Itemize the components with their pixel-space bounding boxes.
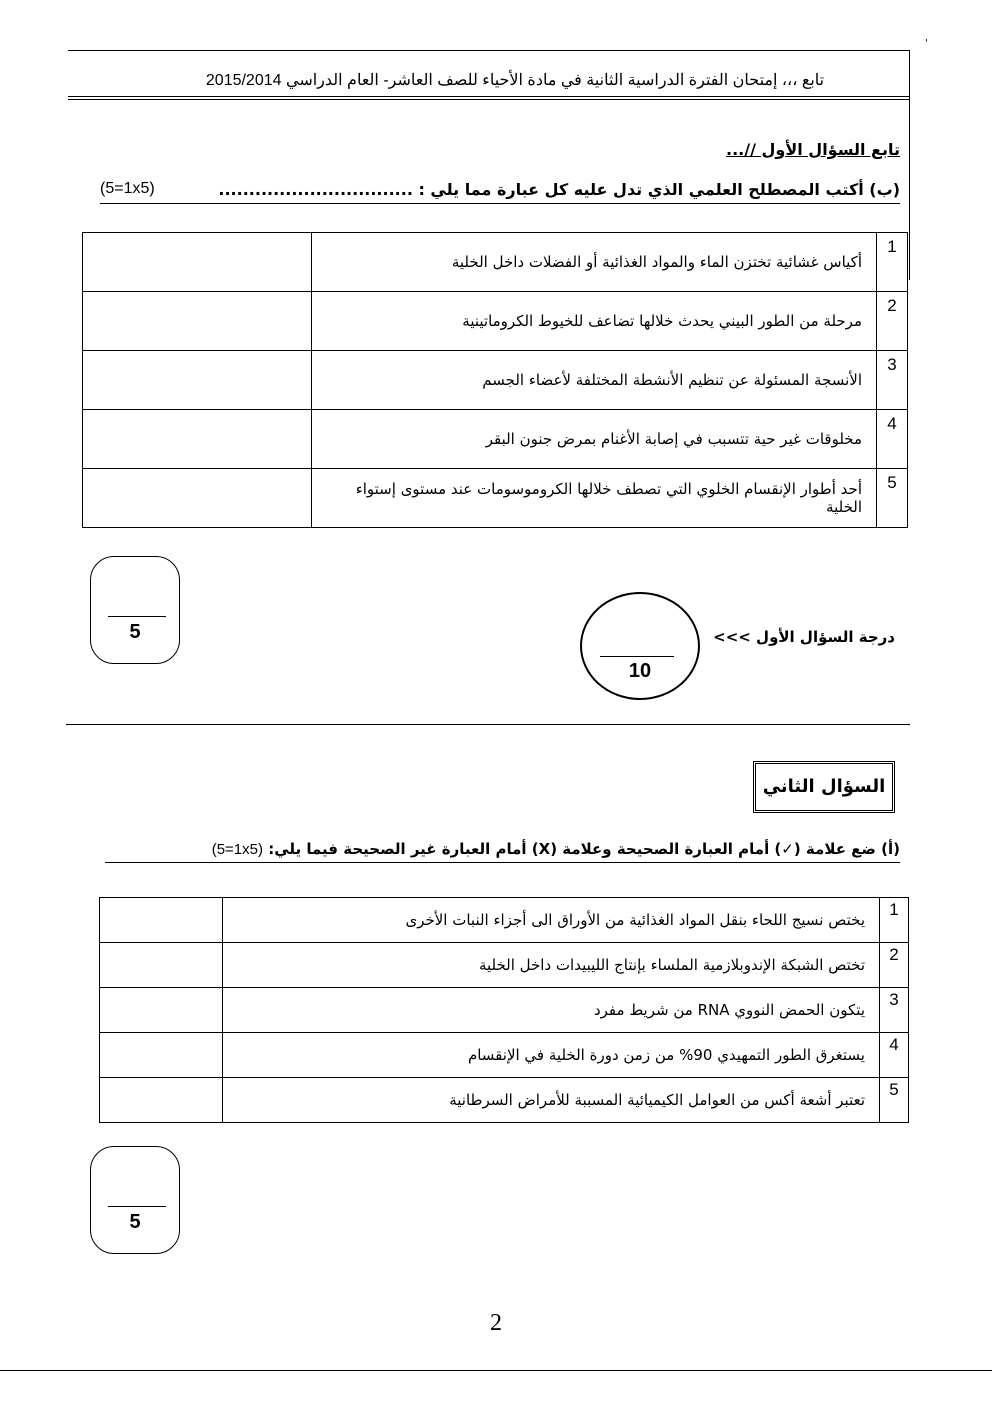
row-statement: يتكون الحمض النووي RNA من شريط مفرد [223, 988, 880, 1033]
marks-label: (5=1x5) [211, 841, 263, 858]
score-fraction-line [108, 1206, 166, 1207]
score-max: 5 [129, 1211, 141, 1233]
answer-cell[interactable] [83, 292, 312, 351]
row-statement: يستغرق الطور التمهيدي 90% من زمن دورة الخلية في الإنقسام [223, 1033, 880, 1078]
answer-cell[interactable] [83, 469, 312, 528]
question2-part-a-instruction [105, 840, 900, 863]
row-number: 1 [877, 233, 908, 292]
answer-cell[interactable] [83, 351, 312, 410]
table-row [83, 469, 908, 528]
instruction-text: (أ) ضع علامة (✓) أمام العبارة الصحيحة وعلامة (X) أمام العبارة غير الصحيحة فيما يلي: [268, 840, 900, 858]
score-max: 10 [628, 660, 652, 682]
instruction-text: (ب) أكتب المصطلح العلمي الذي تدل عليه كل عبارة مما يلي : ................................ [218, 180, 900, 199]
score-fraction-line [108, 616, 166, 617]
table-row [100, 988, 909, 1033]
table-row [83, 292, 908, 351]
row-statement: تختص الشبكة الإندوبلازمية الملساء بإنتاج الليبيدات داخل الخلية [223, 943, 880, 988]
score-fraction-line [600, 656, 674, 657]
score-max: 5 [129, 621, 141, 643]
row-statement: تعتبر أشعة أكس من العوامل الكيميائية المسببة للأمراض السرطانية [223, 1078, 880, 1123]
part-a-score-box [90, 1146, 180, 1254]
page-frame-right [909, 50, 910, 280]
table-row [100, 898, 909, 943]
answer-cell[interactable] [83, 410, 312, 469]
row-number: 1 [880, 898, 909, 943]
row-statement: مخلوقات غير حية تتسبب في إصابة الأغنام بمرض جنون البقر [312, 410, 877, 469]
question1-terms-table [82, 232, 908, 528]
page-frame-top [68, 50, 910, 51]
row-number: 3 [877, 351, 908, 410]
row-statement: أكياس غشائية تختزن الماء والمواد الغذائية أو الفضلات داخل الخلية [312, 233, 877, 292]
row-statement: يختص نسيج اللحاء بنقل المواد الغذائية من الأوراق الى أجزاء النبات الأخرى [223, 898, 880, 943]
header-double-rule [68, 96, 910, 100]
bottom-rule [0, 1370, 992, 1371]
row-number: 3 [880, 988, 909, 1033]
question1-part-b-instruction [100, 180, 900, 204]
table-row [83, 233, 908, 292]
page-number: 2 [490, 1310, 502, 1336]
question1-continuation-label: تابع السؤال الأول //... [726, 140, 900, 159]
answer-cell[interactable] [100, 1033, 223, 1078]
row-number: 4 [877, 410, 908, 469]
answer-cell[interactable] [100, 1078, 223, 1123]
exam-header-title: تابع ،،، إمتحان الفترة الدراسية الثانية في مادة الأحياء للصف العاشر- العام الدراسي 2015/2014 [205, 72, 825, 89]
question2-title: السؤال الثاني [753, 761, 895, 813]
corner-mark: ' [925, 38, 928, 49]
marks-label: (5=1x5) [100, 180, 155, 197]
row-number: 4 [880, 1033, 909, 1078]
table-row [100, 1033, 909, 1078]
answer-cell[interactable] [83, 233, 312, 292]
row-number: 5 [877, 469, 908, 528]
table-row [83, 351, 908, 410]
table-row [100, 1078, 909, 1123]
row-statement: مرحلة من الطور البيني يحدث خلالها تضاعف للخيوط الكروماتينية [312, 292, 877, 351]
question1-total-score-circle [580, 592, 700, 700]
part-b-score-box [90, 556, 180, 664]
row-statement: أحد أطوار الإنقسام الخلوي التي تصطف خلالها الكروموسومات عند مستوى إستواء الخلية [312, 469, 877, 528]
answer-cell[interactable] [100, 898, 223, 943]
answer-cell[interactable] [100, 943, 223, 988]
row-statement: الأنسجة المسئولة عن تنظيم الأنشطة المختلفة لأعضاء الجسم [312, 351, 877, 410]
question2-true-false-table [99, 897, 909, 1123]
answer-cell[interactable] [100, 988, 223, 1033]
table-row [83, 410, 908, 469]
section-divider [66, 724, 910, 725]
table-row [100, 943, 909, 988]
row-number: 5 [880, 1078, 909, 1123]
row-number: 2 [877, 292, 908, 351]
row-number: 2 [880, 943, 909, 988]
question1-total-label: درجة السؤال الأول >>> [713, 628, 895, 646]
